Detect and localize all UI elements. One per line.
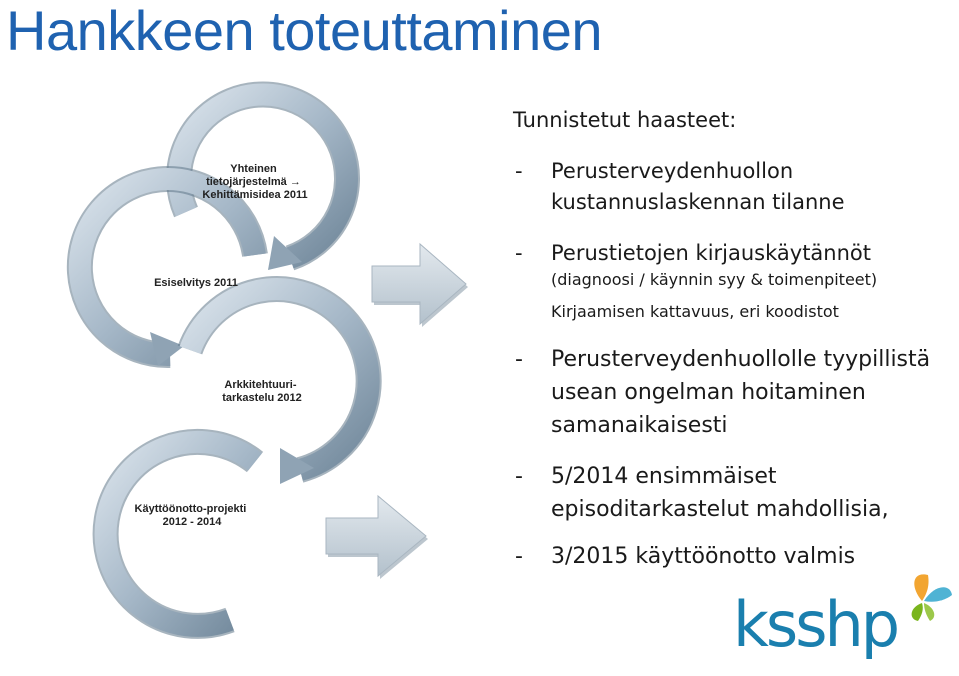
cycle-ring-4 [106,442,255,626]
butterfly-logo-icon [900,565,956,625]
challenges-heading: Tunnistetut haasteet: [513,108,737,132]
bullet-dash: - [515,159,523,183]
list-item: - Perusterveydenhuollolle tyypillistä usean ongelman hoitaminen samanaikaisesti [513,343,953,442]
bullet-dash: - [515,464,523,489]
bullet-dash: - [515,241,523,265]
cycle-ring-2 [80,179,255,366]
right-arrow-icon [372,244,468,327]
list-item: - 3/2015 käyttöönotto valmis [513,540,953,573]
stage-label-1: Yhteinen tietojärjestelmä → Kehittämisidea 2011 [202,163,308,201]
stage-label-3: Arkkitehtuuri- tarkastelu 2012 [222,379,302,404]
bullet-dash: - [515,347,523,372]
challenges-list [513,108,953,573]
list-item: - Perustietojen kirjauskäytännöt (diagnoosi / käynnin syy & toimenpiteet) Kirjaamisen kattavuus, eri koodistot [513,238,953,323]
list-item: - 5/2014 ensimmäiset episoditarkastelut mahdollisia, [513,460,953,526]
bullet-dash: - [515,544,523,569]
stage-label-4: Käyttöönotto-projekti 2012 - 2014 [134,503,247,528]
slide-title: Hankkeen toteuttaminen [6,0,603,62]
list-item: - Perusterveydenhuollon kustannuslaskennan tilanne [513,156,953,218]
stage-label-2: Esiselvitys 2011 [154,277,238,289]
ksshp-logo: ksshp [733,588,898,661]
right-arrow-icon [326,496,428,579]
